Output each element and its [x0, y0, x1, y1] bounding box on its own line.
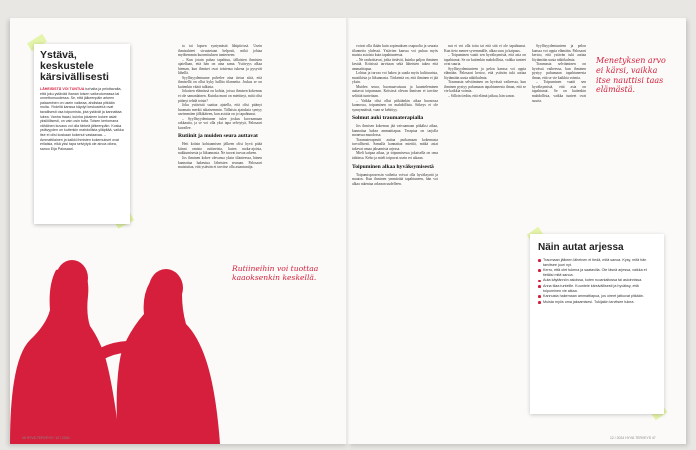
list-item-text: Kerro, että olet tukena ja saatavilla. Ole läsnä arjessa, vaikka et tietäisi mitä sanoa. — [543, 268, 647, 277]
list-item-text: Traumaan jälkeen läheinen ei tiedä, mitä sanoa. Kysy, mitä hän tarvitsee juuri nyt. — [543, 258, 647, 267]
far-right-column — [532, 44, 586, 224]
list-item — [538, 278, 656, 283]
paragraph: – Kun jotain pahaa tapahtuu, tällaisten ihmisten ajatellaan, että hän on aina sama. Ystävyys alkaa hieman, kun ihmiset ovat toistensa tukena ja pysyvät lähellä. — [178, 57, 262, 76]
paragraph: Mieli kaipaa aikaa, ja toipumisessa jokaisella on oma tahtinsa. Keho ja mieli toipuvat usein eri aikaan. — [352, 151, 438, 161]
paragraph: Muiden seura, huomaavaisuus ja kuunteleminen auttavat toipumaan. Kriisissä olevan ihmisen ei tarvitse selittää tunteitaan. — [352, 84, 438, 99]
bullet-icon — [538, 295, 541, 298]
page-footer-left: 46 HYVÄ TERVEYS / 12 / 2024 — [22, 436, 70, 440]
pull-quote: Menetyksen arvo ei kärsi, vaikka itse nauttisi taas elämästä. — [596, 56, 666, 95]
list-item-text: Muista myös oma jaksamisesi. Tukijakin tarvitsee tukea. — [543, 299, 635, 304]
paragraph: ta tai lapsen syntymästä lähipiirissä. Usein ihmisuhteet sivuutetaan helposti, mikä johtaa myöhemmin kuormituksen tunteeseen. — [178, 44, 262, 58]
intro-lead: LÄHEISISTÄ VOI TUNTUA — [40, 87, 85, 91]
paragraph: Lohtua ja turvaa voi hakea ja saada myös kulttuurista, musiikista ja liikunnasta. Tärkeintä on, että ihminen ei jää yksin. — [352, 71, 438, 85]
paragraph: Jokaisen elämässä on kohtia, joissa ihmisen kokemus ei ole samanlainen. Kuinka moni on miettinyt, mitä olisi pitänyt tehdä toisin? — [178, 89, 262, 103]
paragraph: Traumasta selviäminen on hyvässä vaiheessa, kun ihminen pystyy puhumaan tapahtuneesta ilman, että se vie kaikkia voimia. — [444, 80, 526, 94]
paragraph: Syyllisyydentunteen ja pelon kanssa voi oppia elämään. Palosaari kertoo, että ystävän tuki auttaa löytämään uusia näkökulmia. — [532, 44, 586, 62]
intro-text — [40, 87, 124, 151]
paragraph: – Toipuminen vaatii sen hyväksymistä, että asia on tapahtunut. Se on kuitenkin mahdollista, vaikka tunteet ovat suuria. — [532, 80, 586, 103]
paragraph: – Silloin tiedän, että elämä jatkuu, hän sanoo. — [448, 94, 516, 99]
list-item — [538, 300, 656, 305]
left-column — [178, 44, 262, 230]
list-item-text: Anna tilaa tunteille. Kuuntele kärsivällisesti ja hyväksy, että toipuminen vie aikaa. — [543, 283, 639, 293]
list-item-text: Kannusta hakemaan ammattiapua, jos oireet jatkuvat pitkään. — [543, 294, 644, 299]
paragraph: Traumaterapeutti auttaa purkamaan kokemusta turvallisesti. Samalla kannattaa miettiä, mitkä asiat tukevat omaa jaksamista arjessa. — [352, 137, 438, 151]
paragraph: Jos ihminen kokee olevansa yksin tilanteessa, hänen kannattaa hakeutua läheisten seuraan. Palosaari muistuttaa, että ystävän ei tarvitse olla asiantuntija. — [178, 156, 262, 170]
silhouette-illustration — [10, 230, 230, 444]
paragraph: Heti kriisin kohtaamisen jälkeen olisi hyvä pitää kiinni omista rutiineista, kuten ruoka-ajoista, nukkumisesta ja liikunnasta. Ne tuovat turvaa arkeen. — [178, 142, 262, 156]
paragraph: nut ei voi olla totta tai että sitä ei ole tapahtunut. Kun tieto menee syvemmälle, alkaa suru ja kaipaus. — [444, 44, 526, 53]
subheading: Toipuminen alkaa hyväksymisestä — [352, 163, 434, 170]
bullet-icon — [538, 259, 541, 262]
article-title: Ystävä, keskustele kärsivällisesti — [40, 49, 109, 83]
intro-body: turhalta ja pelottavalta, että joku ystävää ihanan toisen vaikeutumassa tai onnettomuudessa. Se, että jälkeenpäin arkeen palaaminen on usein vaikeaa, ahdistaa pitkään muita. Yhdellä kanssa käydyt keskustelut ovat tavallisesti osa toipumista, jota ystävät ja kannattaa lukea. Vanha fraasi, kuinka jokainen kokee asiat yksilöllisesti, on vain osin totta. Toisen kertomana vähäinen kuvaus voi olla tärkeä jälkeenpäin. Koska ystävyyden on kuitenkin mahdollista ylläpitää, vaikka itse ei olisi koskaan kokenut vastaavaa. – Ammattilainen ja kaikki ihmisten kokemukset ovat erilaisia, eikä yksi tapa selviytyä ole ainoa oikea, sanoo Eija Palosaari. — [40, 87, 124, 151]
spine-gutter — [346, 18, 350, 444]
paragraph: voivat olla ikään kuin sopimuksen osapuolia ja seurata tilannetta yhdessä. Ystävien kanssa voi puhua myös muista asioista kuin tapahtuneesta. — [352, 44, 438, 58]
bullet-icon — [538, 301, 541, 304]
subheading: Solmut auki traumaterapialla — [352, 115, 424, 122]
tips-title: Näin autat arjessa — [538, 242, 624, 253]
paragraph: – Ne rauhoittavat, jotka tietävät, kuinka paljon ihminen kestää. Kriisissä tarvitaan sekä läheisten tukea että ammattiapua. — [352, 57, 438, 71]
list-item — [538, 268, 656, 277]
tips-box — [530, 234, 664, 414]
paragraph: Syyllisyydentunne palvelee aina tietoa siitä, että ihmisellä on ollut kyky hallita tilannetta. Joskus se on kuitenkin väärä tulkinta. — [178, 75, 262, 89]
paragraph: Joku ystävistä saattaa ajatella, että olisi pitänyt huomata merkit aikaisemmin. Tällaisia ajatuksia syntyy useimmiten jälkikäteen, kun asioita on jo tapahtunut. — [178, 103, 262, 117]
subheading: Rutiinit ja muiden seura auttavat — [178, 133, 258, 140]
list-item — [538, 294, 656, 299]
paragraph: Traumasta selviäminen on hyvässä vaiheessa, kun ihminen pystyy puhumaan tapahtuneesta ilman, että se vie kaikkia voimia. — [532, 62, 586, 80]
paragraph: Jos ihmisen kokemus jää vaivaamaan pitkäksi aikaa, kannattaa hakea ammattiapua. Terapiaa on tarjolla monessa muodossa. — [352, 124, 438, 138]
paragraph: Toipumisprosessin vaiheita voivat olla hyväksyntä ja muutos. Kun ihminen ymmärtää tapahtuneen, hän voi alkaa rakentaa arkeaan uudelleen. — [352, 172, 438, 186]
intro-card — [34, 44, 130, 224]
paragraph: – Syyllisyydentunne tulee joskus korvaamaan rakkautta, ja se voi olla yksi tapa selviytyä, Palosaari kuvailee. — [178, 116, 262, 130]
paragraph: – Toipuminen vaatii sen hyväksymistä, että asia on tapahtunut. Se on kuitenkin mahdollista, vaikka tunteet ovat suuria. — [444, 53, 526, 67]
list-item — [538, 258, 656, 267]
center-column — [352, 44, 438, 432]
bullet-icon — [538, 280, 541, 283]
list-item-text: Auta käytännön asioissa, kuten ruoanlaitossa tai asioinnissa. — [543, 278, 643, 283]
paragraph: Syyllisyydentunteen ja pelon kanssa voi oppia elämään. Palosaari kertoo, että ystävän tuki auttaa löytämään uusia näkökulmia. — [444, 66, 526, 80]
pull-quote: Rutiineihin voi tuottaa kaaoksenkin keskellä. — [232, 264, 319, 283]
list-item — [538, 284, 656, 293]
bullet-icon — [538, 269, 541, 272]
bullet-icon — [538, 285, 541, 288]
tips-list — [538, 258, 656, 304]
page-footer-right: 12 / 2024 HYVÄ TERVEYS 47 — [610, 436, 656, 440]
right-column — [444, 44, 526, 432]
paragraph: – Vaikka olisi ollut pitkäänkin aikaa huonossa kunnossa, toipuminen on mahdollista. Sitkeys ei ole synnynnäistä, vaan se kehittyy. — [352, 98, 438, 112]
